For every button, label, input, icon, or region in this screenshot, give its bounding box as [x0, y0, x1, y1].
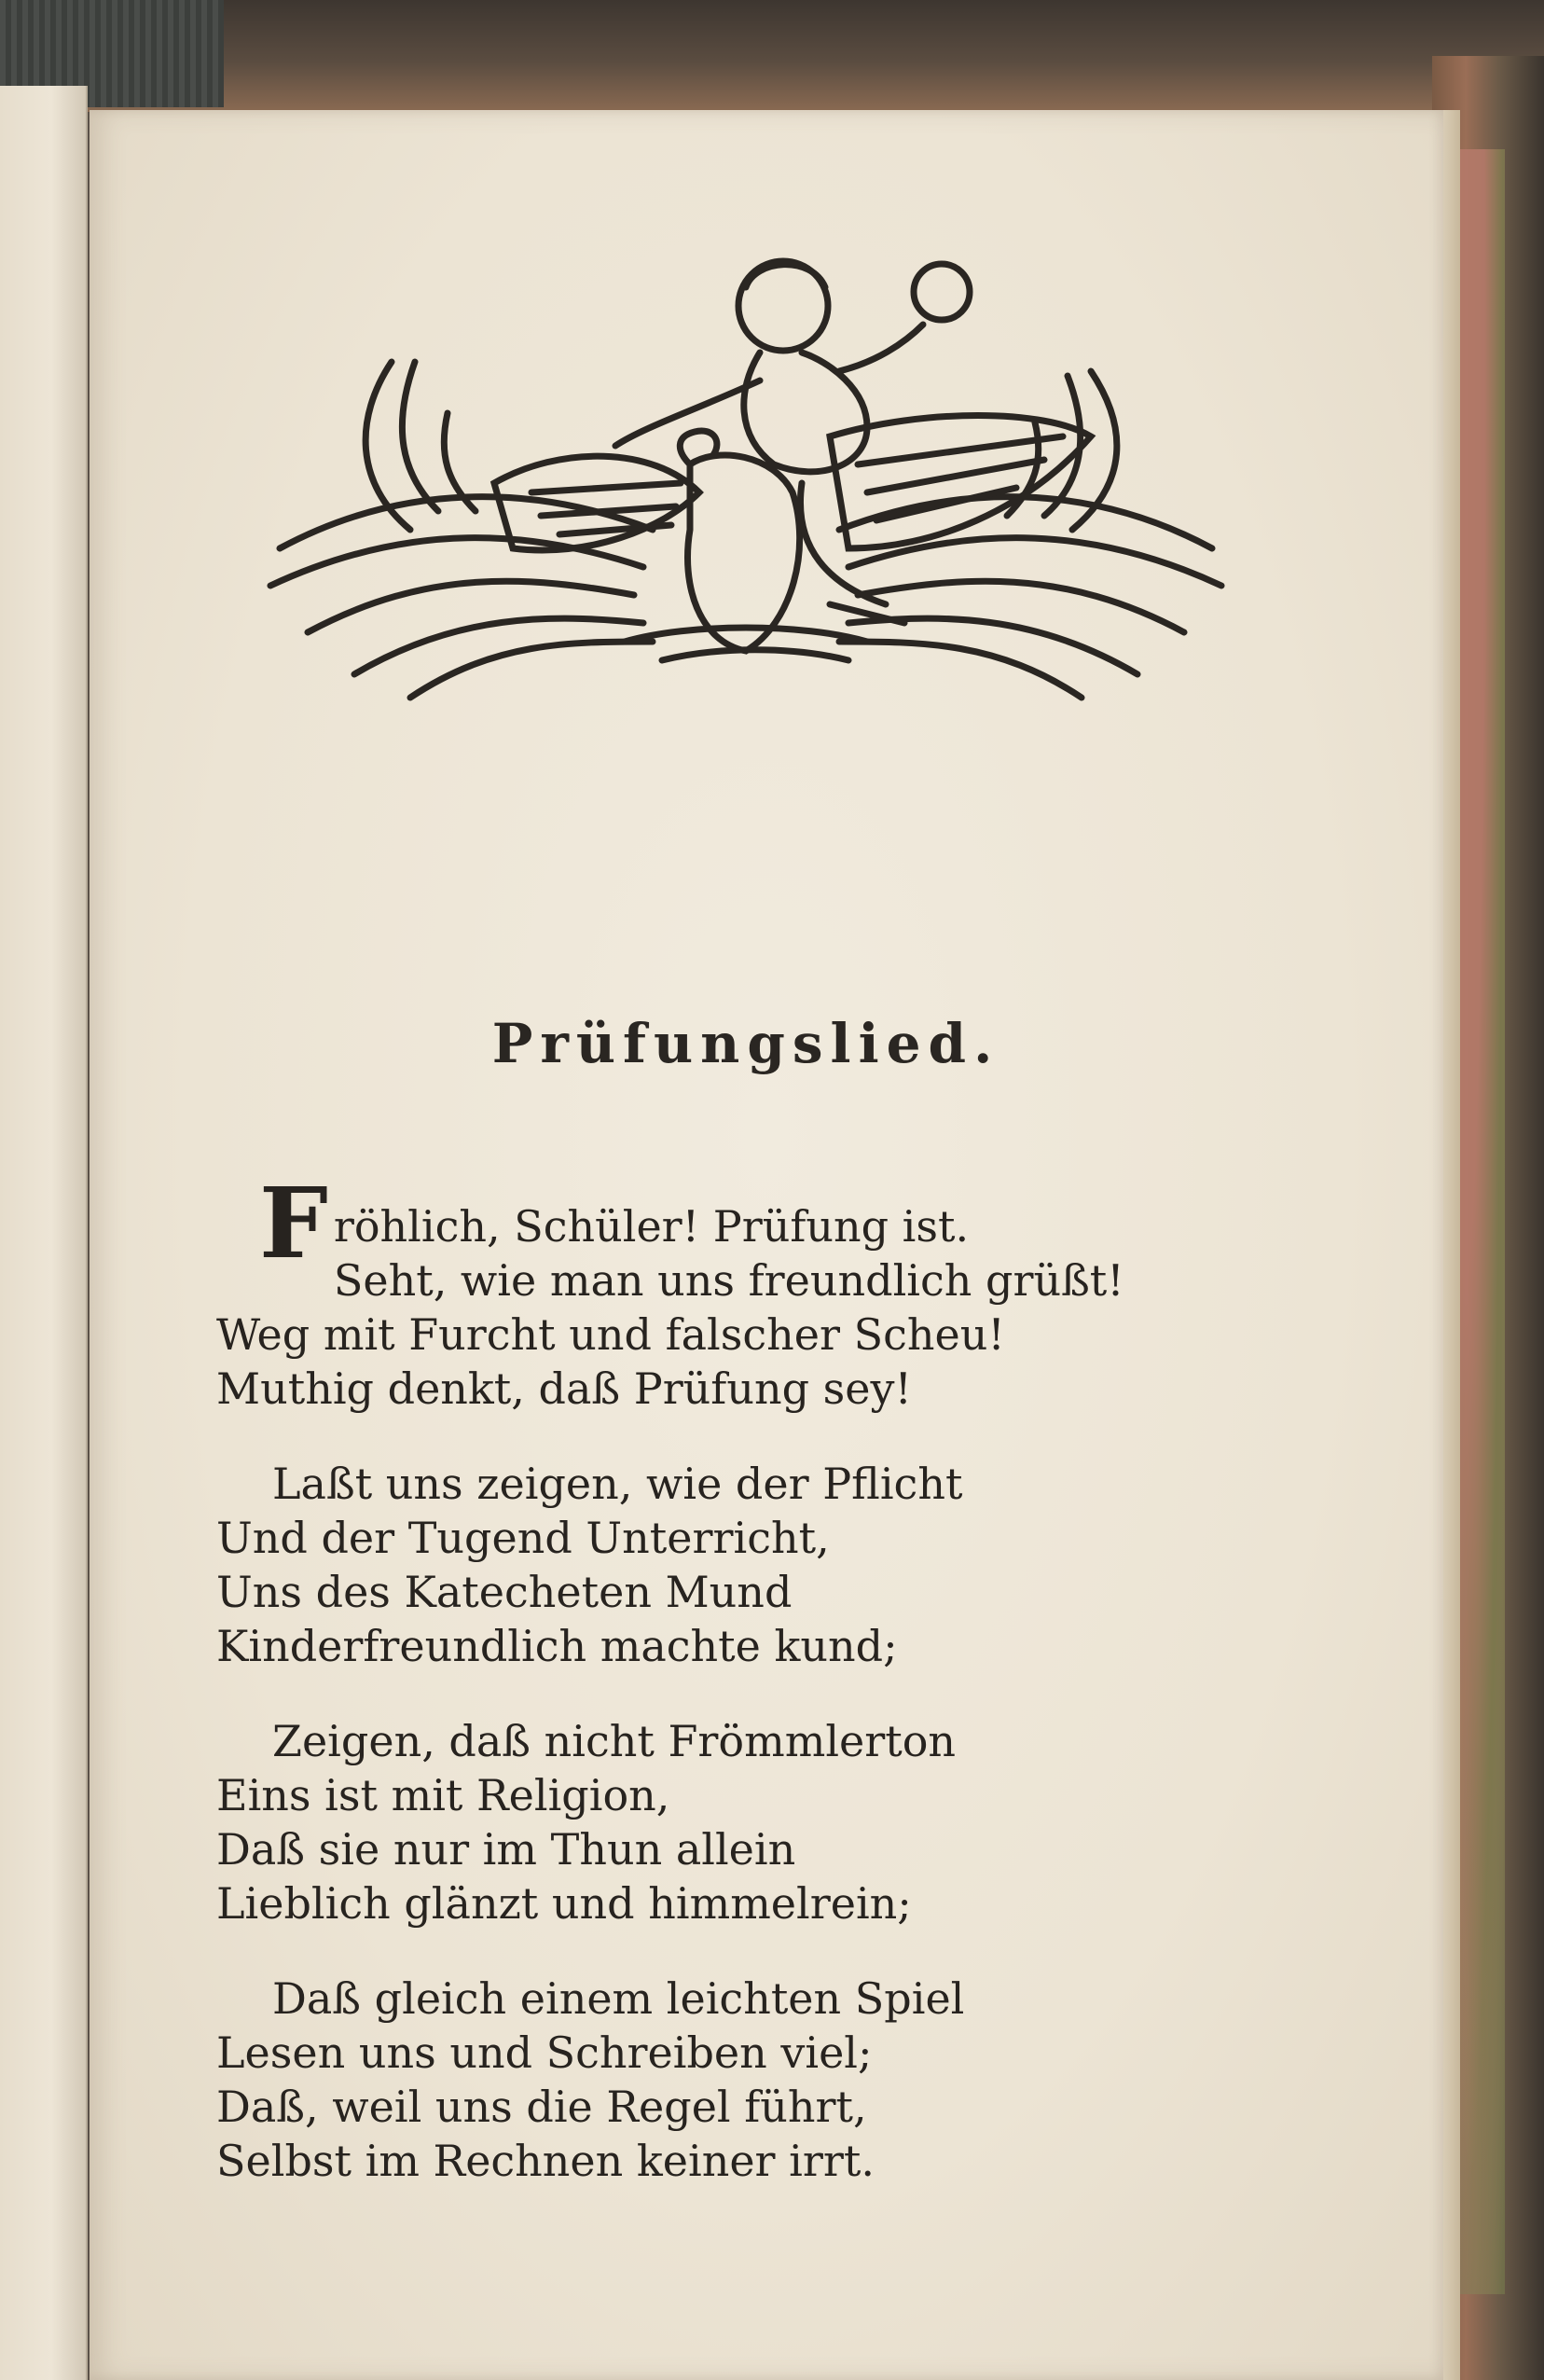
poem-line: Lesen uns und Schreiben viel;: [216, 2027, 873, 2078]
page-edge: [1443, 110, 1460, 2380]
book-cover-top: [0, 0, 1544, 112]
stanza-3: [216, 1714, 1149, 1930]
poem-line: Zeigen, daß nicht Frömmlerton: [272, 1716, 957, 1766]
poem-line: Muthig denkt, daß Prüfung sey!: [216, 1363, 912, 1414]
poem-line: Eins ist mit Religion,: [216, 1770, 670, 1820]
stanza-2: [216, 1457, 1149, 1673]
poem-line: Uns des Katecheten Mund: [216, 1567, 793, 1617]
poem-line: Seht, wie man uns freundlich grüßt!: [333, 1255, 1124, 1306]
poem-line: Daß gleich einem leichten Spiel: [272, 1973, 965, 2024]
poem-line: Und der Tugend Unterricht,: [216, 1513, 830, 1563]
poem-line: Lieblich glänzt und himmelrein;: [216, 1878, 912, 1929]
stanza-1: [216, 1166, 1149, 1416]
poem-line: Daß sie nur im Thun allein: [216, 1824, 796, 1875]
poem-line: Kinderfreundlich machte kund;: [216, 1621, 898, 1671]
drop-cap: F: [259, 1166, 328, 1280]
poem-line: Daß, weil uns die Regel führt,: [216, 2082, 867, 2132]
facing-page-edge: [0, 86, 88, 2380]
poem-line: röhlich, Schüler! Prüfung ist.: [333, 1201, 970, 1252]
cherub-eagle-vignette-icon: [252, 250, 1240, 716]
poem-title: Prüfungslied.: [491, 1012, 1000, 1075]
stanza-4: [216, 1972, 1149, 2188]
poem-body: [216, 1166, 1149, 2229]
poem-line: Selbst im Rechnen keiner irrt.: [216, 2136, 875, 2186]
poem-line: Laßt uns zeigen, wie der Pflicht: [272, 1459, 963, 1509]
poem-line: Weg mit Furcht und falscher Scheu!: [216, 1309, 1005, 1360]
